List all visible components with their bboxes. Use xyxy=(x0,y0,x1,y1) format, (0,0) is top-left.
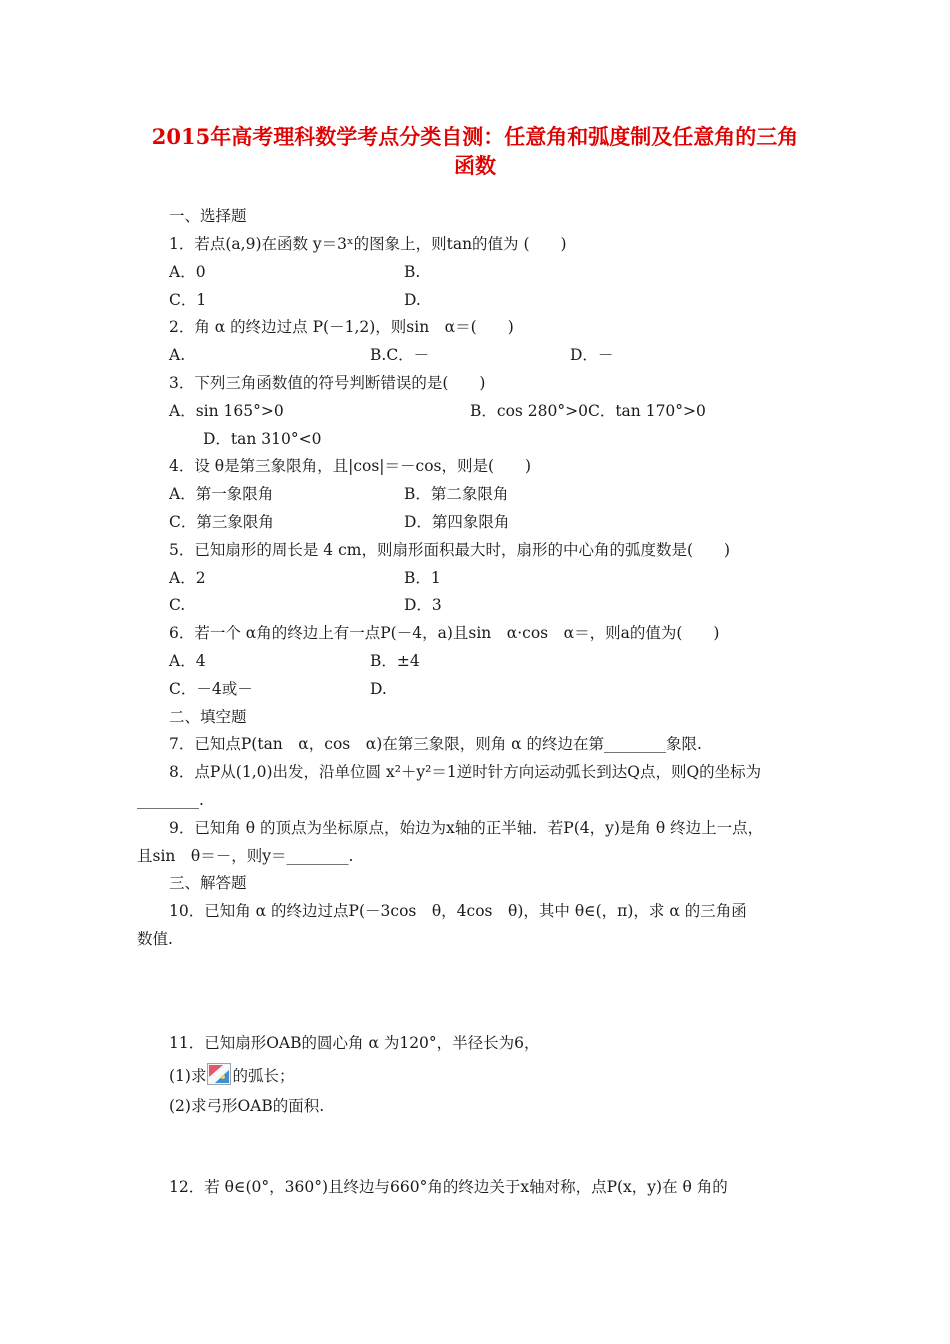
q5-option-a: A．2 xyxy=(169,569,206,587)
q9-line-2: 且sin θ＝－，则y＝________. xyxy=(137,847,354,865)
title-line-1: 2015年高考理科数学考点分类自测：任意角和弧度制及任意角的三角 xyxy=(151,124,799,149)
q11-part-1-prefix: (1)求 xyxy=(169,1067,207,1085)
q11-part-1-suffix: 的弧长； xyxy=(232,1067,295,1085)
q4-option-d: D．第四象限角 xyxy=(404,513,510,531)
q12-stem: 12．若 θ∈(0°，360°)且终边与660°角的终边关于x轴对称，点P(x，y)在 θ 角的 xyxy=(169,1178,728,1196)
q4-option-a: A．第一象限角 xyxy=(169,485,274,503)
q6-option-a: A．4 xyxy=(169,652,206,670)
document-title xyxy=(120,122,830,180)
section-heading-solve: 三、解答题 xyxy=(169,874,247,892)
q9-line-1: 9．已知角 θ 的顶点为坐标原点，始边为x轴的正半轴．若P(4，y)是角 θ 终边上一点， xyxy=(169,819,764,837)
q3-option-d: D．tan 310°<0 xyxy=(203,430,322,448)
q11-part-1 xyxy=(169,1063,294,1086)
q2-stem: 2．角 α 的终边过点 P(－1,2)，则sin α＝( ) xyxy=(169,318,514,336)
q3-option-a: A．sin 165°>0 xyxy=(169,402,284,420)
q2-option-a: A. xyxy=(169,346,186,364)
q4-option-c: C．第三象限角 xyxy=(169,513,274,531)
q1-option-d: D. xyxy=(404,291,421,309)
q1-option-b: B. xyxy=(404,263,421,281)
section-heading-choice: 一、选择题 xyxy=(169,207,247,225)
q7-stem: 7．已知点P(tan α，cos α)在第三象限，则角 α 的终边在第________象限. xyxy=(169,735,702,753)
q10-line-2: 数值. xyxy=(137,930,173,948)
q8-line-2: ________. xyxy=(137,791,204,809)
q6-option-c: C．－4或－ xyxy=(169,680,253,698)
q1-option-c: C．1 xyxy=(169,291,207,309)
title-line-2: 函数 xyxy=(454,153,496,178)
section-heading-fill: 二、填空题 xyxy=(169,708,247,726)
q8-line-1: 8．点P从(1,0)出发，沿单位圆 x²＋y²＝1逆时针方向运动弧长到达Q点，则Q的坐标为 xyxy=(169,763,762,781)
q1-stem: 1．若点(a,9)在函数 y＝3ˣ的图象上，则tan的值为 ( ) xyxy=(169,235,567,253)
q2-option-bc: B.C．－ xyxy=(370,346,430,364)
broken-image-icon xyxy=(207,1063,231,1085)
q5-option-d: D．3 xyxy=(404,596,442,614)
q1-option-a: A．0 xyxy=(169,263,206,281)
q10-line-1: 10．已知角 α 的终边过点P(－3cos θ，4cos θ)，其中 θ∈(，π)，求 α 的三角函 xyxy=(169,902,747,920)
q6-stem: 6．若一个 α角的终边上有一点P(－4，a)且sin α·cos α＝，则a的值为( ) xyxy=(169,624,720,642)
q5-stem: 5．已知扇形的周长是 4 cm，则扇形面积最大时，扇形的中心角的弧度数是( ) xyxy=(169,541,731,559)
q4-option-b: B．第二象限角 xyxy=(404,485,509,503)
q11-part-2: (2)求弓形OAB的面积. xyxy=(169,1097,325,1115)
q11-stem: 11．已知扇形OAB的圆心角 α 为120°，半径长为6， xyxy=(169,1034,540,1052)
q6-option-d: D. xyxy=(370,680,387,698)
q5-option-b: B．1 xyxy=(404,569,441,587)
q2-option-d: D．－ xyxy=(570,346,614,364)
q3-stem: 3．下列三角函数值的符号判断错误的是( ) xyxy=(169,374,486,392)
q3-option-bc: B．cos 280°>0C．tan 170°>0 xyxy=(470,402,706,420)
q6-option-b: B．±4 xyxy=(370,652,420,670)
q5-option-c: C. xyxy=(169,596,186,614)
q4-stem: 4．设 θ是第三象限角，且|cos|＝－cos，则是( ) xyxy=(169,457,532,475)
